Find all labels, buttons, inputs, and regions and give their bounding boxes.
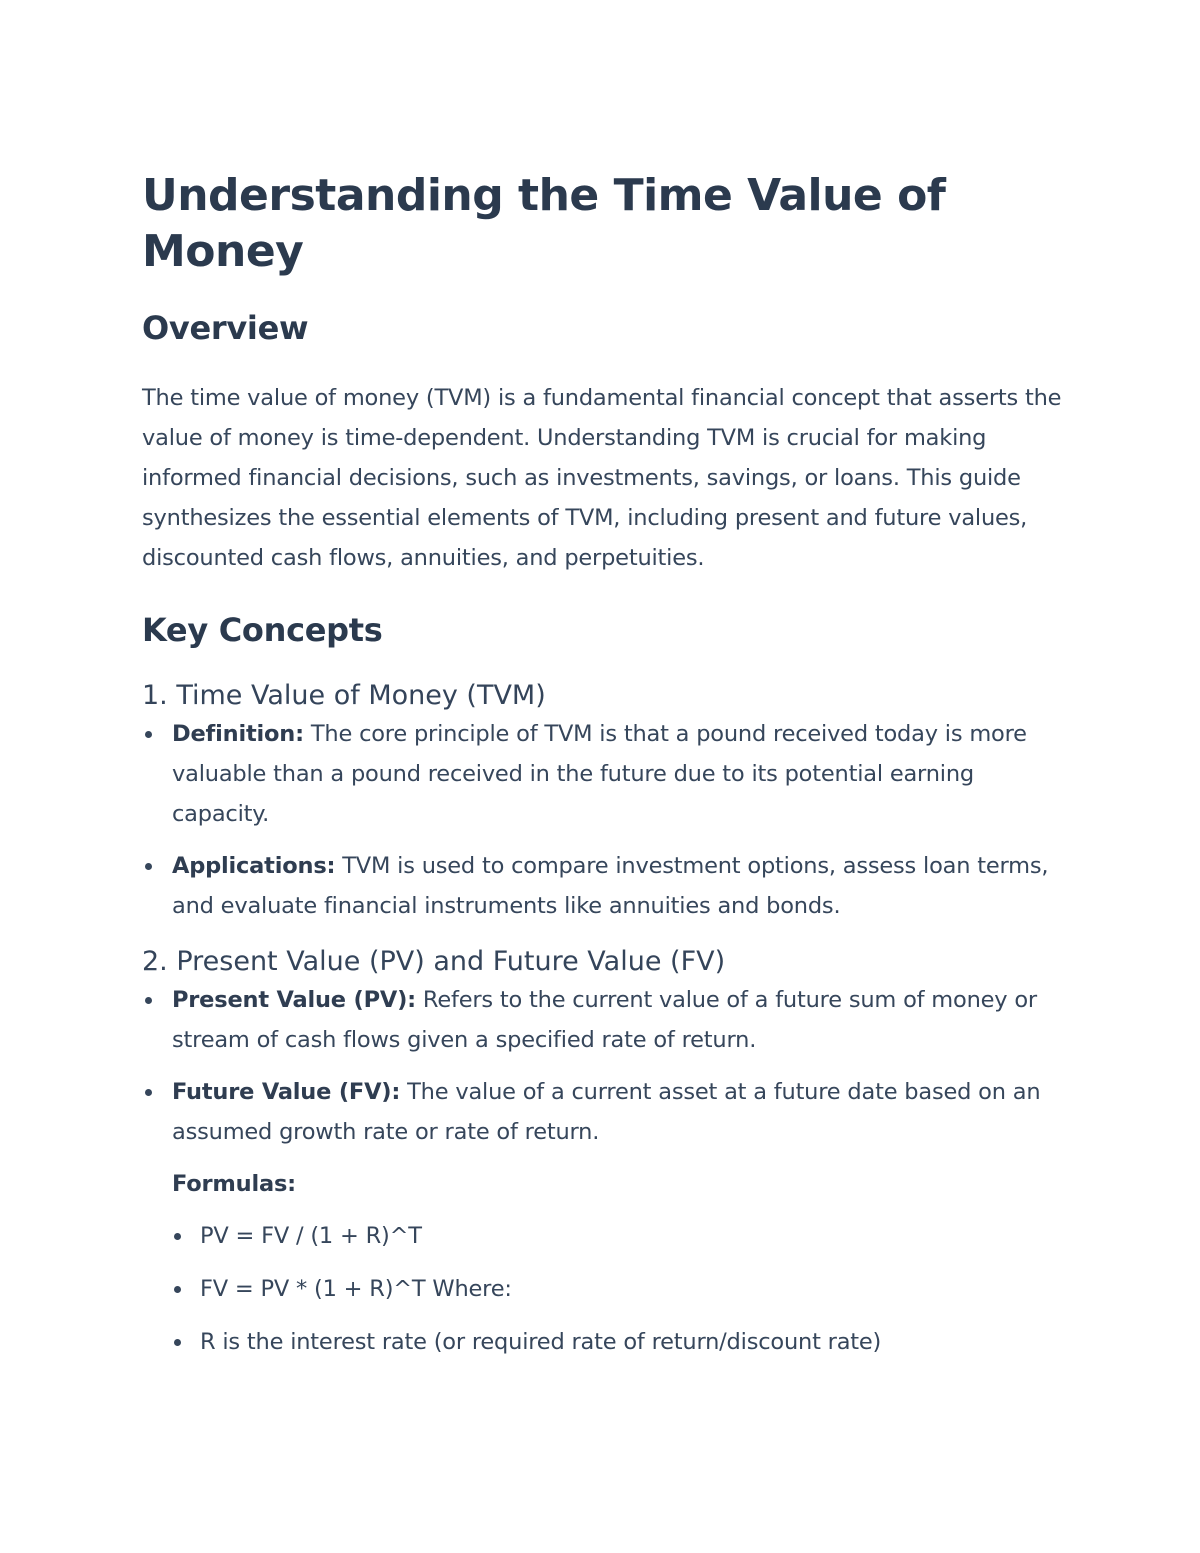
list-item-future-value	[142, 1072, 1062, 1152]
formula-pv: PV = FV / (1 + R)^T	[142, 1216, 1062, 1256]
formulas-list	[142, 1216, 1062, 1362]
overview-paragraph: The time value of money (TVM) is a fundamental financial concept that asserts the value of money is time-dependent. Understanding TVM is crucial for making informed financial decisions, such as investments, savings, or loans. This guide synthesizes the essential elements of TVM, including present and future values, discounted cash flows, annuities, and perpetuities.	[142, 385, 1062, 571]
overview-heading: Overview	[142, 309, 309, 347]
formulas-label	[142, 1164, 1062, 1204]
pv-fv-subheading: 2. Present Value (PV) and Future Value (FV)	[142, 946, 726, 977]
key-concepts-heading: Key Concepts	[142, 611, 383, 649]
formula-r-definition: R is the interest rate (or required rate of return/discount rate)	[142, 1322, 1062, 1362]
present-value-text: Refers to the current value of a future sum of money or stream of cash flows given a specified rate of return.	[172, 987, 1037, 1053]
definition-label: Definition:	[172, 721, 304, 747]
applications-text: TVM is used to compare investment options, assess loan terms, and evaluate financial instruments like annuities and bonds.	[172, 853, 1049, 919]
list-item-definition	[142, 714, 1062, 834]
list-item-present-value	[142, 980, 1062, 1060]
tvm-list	[142, 714, 1062, 926]
tvm-subheading: 1. Time Value of Money (TVM)	[142, 680, 546, 711]
future-value-label: Future Value (FV):	[172, 1079, 401, 1105]
formulas-label-text: Formulas:	[172, 1171, 296, 1197]
pv-fv-list	[142, 980, 1062, 1152]
document-title: Understanding the Time Value of Money	[142, 170, 946, 277]
present-value-label: Present Value (PV):	[172, 987, 416, 1013]
applications-label: Applications:	[172, 853, 336, 879]
definition-text: The core principle of TVM is that a pound received today is more valuable than a pound received in the future due to its potential earning capacity.	[172, 721, 1027, 827]
document-page	[142, 168, 1062, 1362]
formula-fv: FV = PV * (1 + R)^T Where:	[142, 1269, 1062, 1309]
future-value-text: The value of a current asset at a future date based on an assumed growth rate or rate of return.	[172, 1079, 1041, 1145]
list-item-applications	[142, 846, 1062, 926]
